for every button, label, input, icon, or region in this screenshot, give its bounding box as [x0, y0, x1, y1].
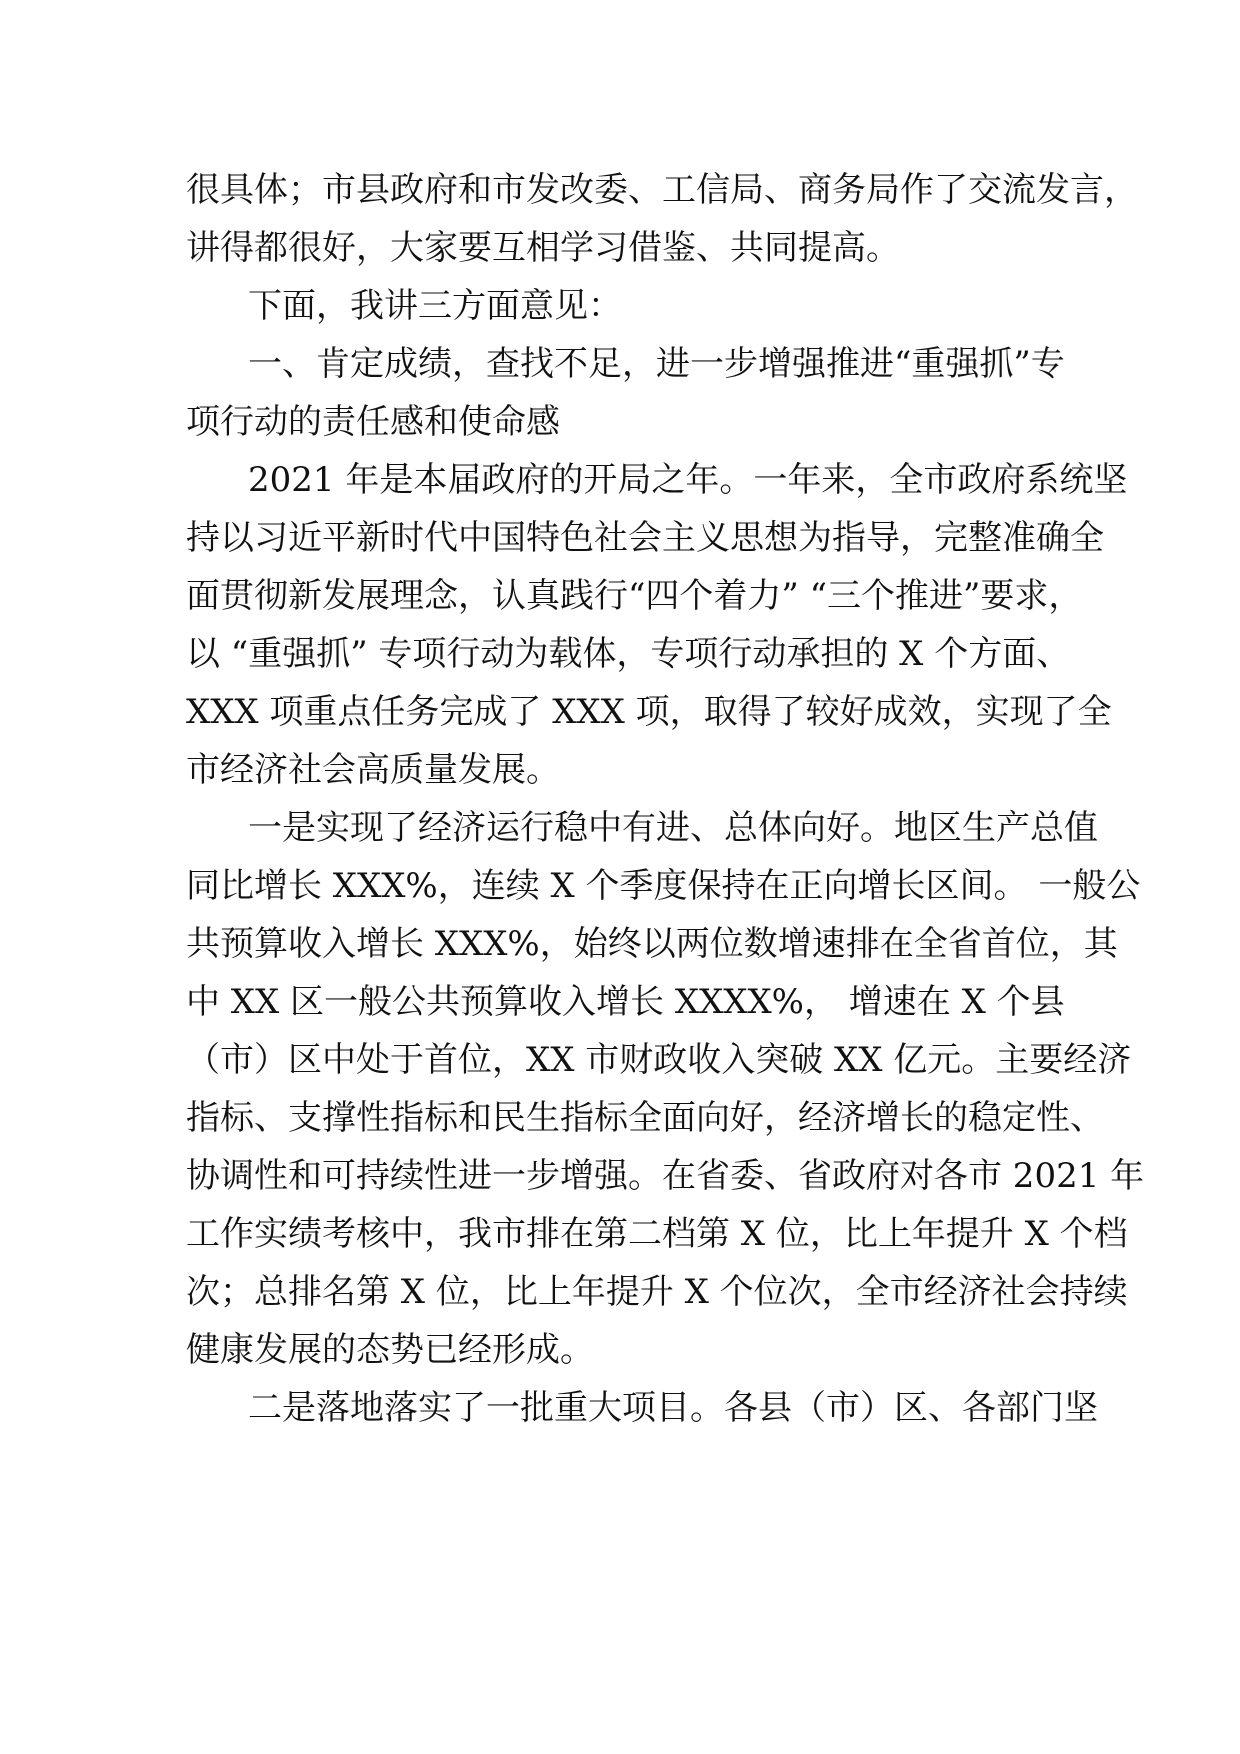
text-line: 一是实现了经济运行稳中有进、总体向好。地区生产总值	[248, 808, 1098, 848]
text-line: 同比增长 XXX%，连续 X 个季度保持在正向增长区间。 一般公	[186, 866, 1141, 906]
text-line: 市经济社会高质量发展。	[186, 750, 560, 790]
text-line: 工作实绩考核中，我市排在第二档第 X 位，比上年提升 X 个档	[186, 1214, 1128, 1254]
text-line: 协调性和可持续性进一步增强。在省委、省政府对各市 2021 年	[186, 1156, 1145, 1196]
text-line: 以 “重强抓” 专项行动为载体，专项行动承担的 X 个方面、	[186, 634, 1071, 674]
text-line: 指标、支撑性指标和民生指标全面向好，经济增长的稳定性、	[186, 1098, 1104, 1138]
text-line: 健康发展的态势已经形成。	[186, 1330, 594, 1370]
section-heading-line: 一、肯定成绩，查找不足，进一步增强推进“重强抓”专	[248, 344, 1065, 384]
text-line: 次；总排名第 X 位，比上年提升 X 个位次，全市经济社会持续	[186, 1272, 1128, 1312]
text-line: 二是落地落实了一批重大项目。各县（市）区、各部门坚	[248, 1388, 1098, 1428]
text-line: 下面，我讲三方面意见：	[248, 286, 622, 326]
text-line: 中 XX 区一般公共预算收入增长 XXXX%， 增速在 X 个县	[186, 982, 1065, 1022]
text-line: 讲得都很好，大家要互相学习借鉴、共同提高。	[186, 228, 900, 268]
text-line: 面贯彻新发展理念，认真践行“四个着力” “三个推进”要求，	[186, 576, 1083, 616]
text-line: （市）区中处于首位，XX 市财政收入突破 XX 亿元。主要经济	[186, 1040, 1132, 1080]
text-line: 持以习近平新时代中国特色社会主义思想为指导，完整准确全	[186, 518, 1104, 558]
text-line: XXX 项重点任务完成了 XXX 项，取得了较好成效，实现了全	[186, 692, 1112, 732]
text-line: 共预算收入增长 XXX%，始终以两位数增速排在全省首位，其	[186, 924, 1118, 964]
text-line: 很具体；市县政府和市发改委、工信局、商务局作了交流发言，	[186, 170, 1138, 210]
text-line: 2021 年是本届政府的开局之年。一年来，全市政府系统坚	[248, 460, 1128, 500]
section-heading-line: 项行动的责任感和使命感	[186, 402, 560, 442]
